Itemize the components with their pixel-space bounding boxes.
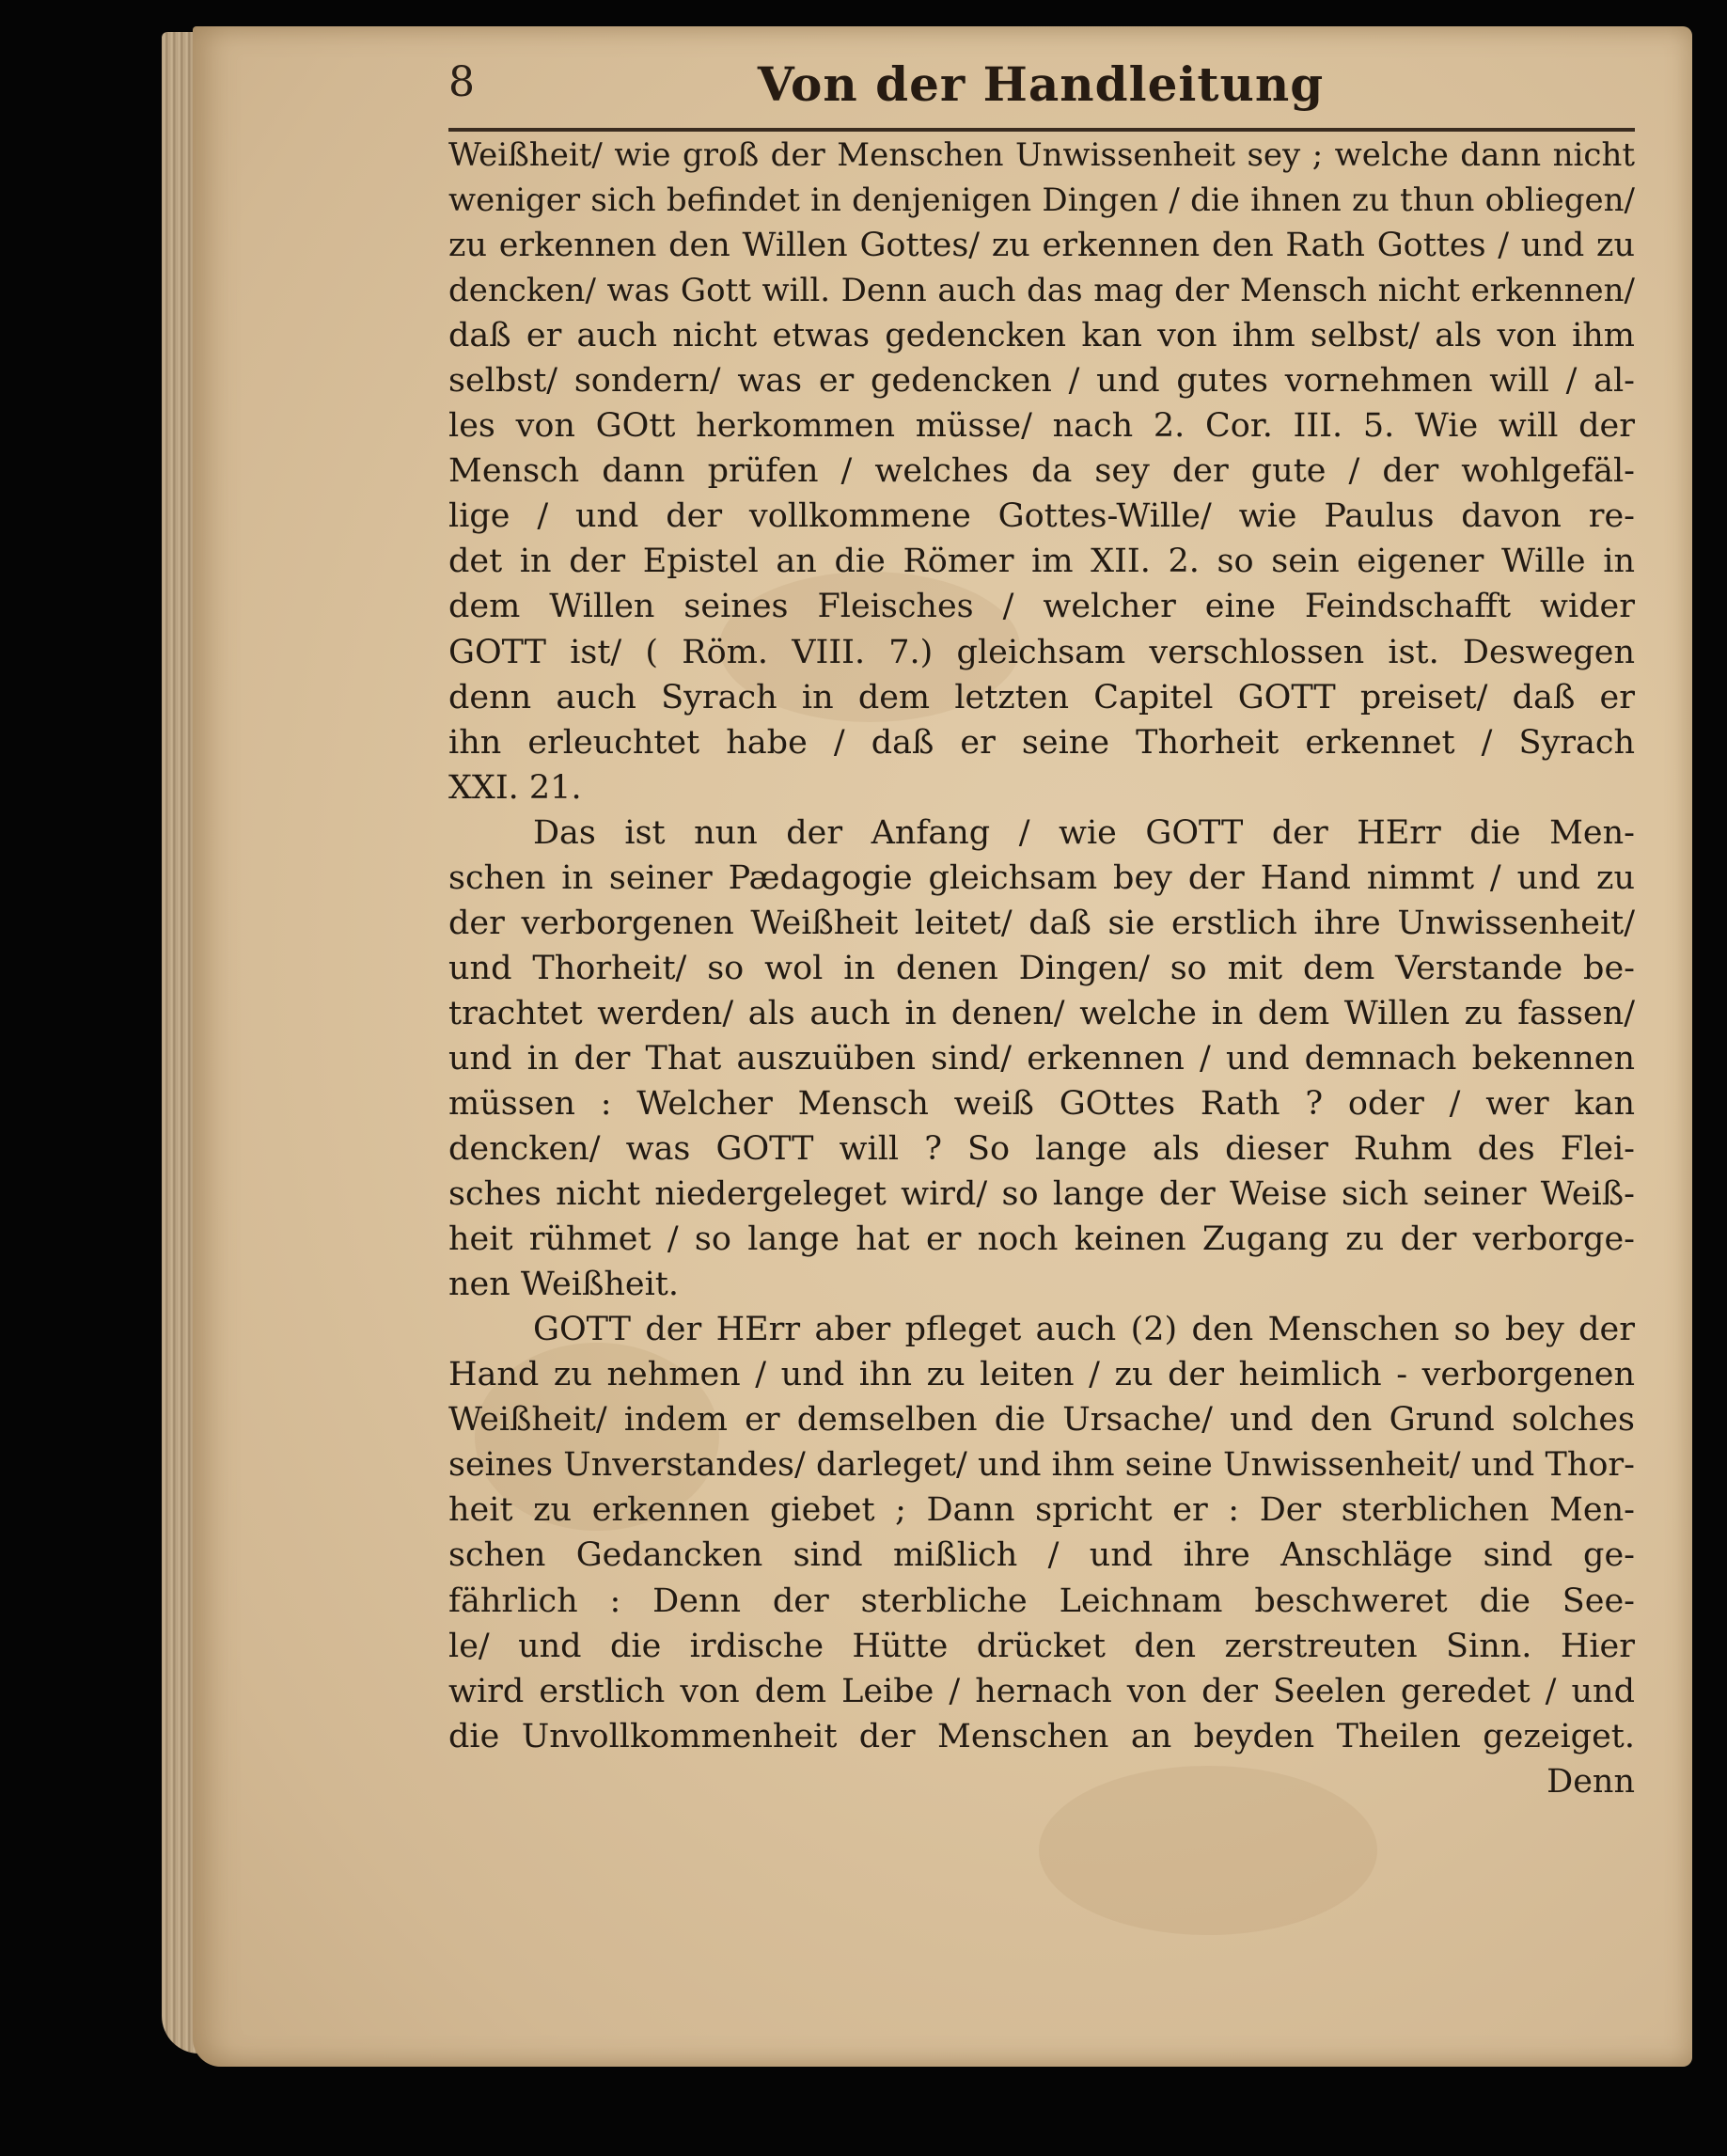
page-header — [448, 56, 1633, 122]
text-line: denn auch Syrach in dem letzten Capitel GOTT preiset/ daß er — [448, 678, 1635, 716]
header-rule — [448, 128, 1635, 132]
text-line: sches nicht niedergeleget wird/ so lange der Weise sich seiner Weiß- — [448, 1175, 1635, 1214]
text-line: daß er auch nicht etwas gedencken kan von ihm selbst/ als von ihm — [448, 317, 1635, 355]
text-line: schen Gedancken sind mißlich / und ihre Anschläge sind ge- — [448, 1536, 1635, 1575]
text-line: Hand zu nehmen / und ihn zu leiten / zu der heimlich - verborgenen — [448, 1356, 1635, 1394]
paragraph-start: GOTT der HErr aber pfleget auch (2) den Menschen so bey der — [533, 1311, 1635, 1349]
catchword: Denn — [1546, 1762, 1635, 1801]
text-line: und Thorheit/ so wol in denen Dingen/ so mit dem Verstande be- — [448, 949, 1635, 987]
text-line: der verborgenen Weißheit leitet/ daß sie erstlich ihre Unwissenheit/ — [448, 904, 1635, 942]
text-line: GOTT ist/ ( Röm. VIII. 7.) gleichsam verschlossen ist. Deswegen — [448, 633, 1635, 671]
text-line: müssen : Welcher Mensch weiß GOttes Rath ? oder / wer kan — [448, 1084, 1635, 1123]
text-line: trachtet werden/ als auch in denen/ welche in dem Willen zu fassen/ — [448, 994, 1635, 1032]
text-line: Weißheit/ indem er demselben die Ursache/ und den Grund solches — [448, 1401, 1635, 1440]
text-line: wird erstlich von dem Leibe / hernach von der Seelen geredet / und — [448, 1672, 1635, 1710]
text-line: les von GOtt herkommen müsse/ nach 2. Cor. III. 5. Wie will der — [448, 407, 1635, 446]
text-line: zu erkennen den Willen Gottes/ zu erkennen den Rath Gottes / und zu — [448, 227, 1635, 265]
text-line: weniger sich befindet in denjenigen Dingen / die ihnen zu thun obliegen/ — [448, 181, 1635, 220]
text-line: seines Unverstandes/ darleget/ und ihm seine Unwissenheit/ und Thor- — [448, 1446, 1635, 1485]
text-line: lige / und der vollkommene Gottes-Wille/ wie Paulus davon re- — [448, 497, 1635, 536]
text-line: fährlich : Denn der sterbliche Leichnam beschweret die See- — [448, 1582, 1635, 1620]
page-number: 8 — [448, 58, 475, 106]
text-line: nen Weißheit. — [448, 1266, 679, 1304]
text-line: dencken/ was Gott will. Denn auch das mag der Mensch nicht erkennen/ — [448, 272, 1635, 310]
text-line: le/ und die irdische Hütte drücket den zerstreuten Sinn. Hier — [448, 1627, 1635, 1665]
text-line: schen in seiner Pædagogie gleichsam bey der Hand nimmt / und zu — [448, 858, 1635, 897]
text-line: dencken/ was GOTT will ? So lange als dieser Ruhm des Flei- — [448, 1130, 1635, 1169]
text-line: heit zu erkennen giebet ; Dann spricht er : Der sterblichen Men- — [448, 1491, 1635, 1530]
running-title: Von der Handleitung — [757, 56, 1325, 112]
text-line: heit rühmet / so lange hat er noch keinen Zugang zu der verborge- — [448, 1220, 1635, 1259]
text-line: Weißheit/ wie groß der Menschen Unwissenheit sey ; welche dann nicht — [448, 136, 1635, 174]
text-line: ihn erleuchtet habe / daß er seine Thorheit erkennet / Syrach — [448, 723, 1635, 762]
text-line: Mensch dann prüfen / welches da sey der gute / der wohlgefäl- — [448, 452, 1635, 491]
text-line: XXI. 21. — [448, 768, 582, 807]
text-line: selbst/ sondern/ was er gedencken / und gutes vornehmen will / al- — [448, 362, 1635, 401]
body-text — [448, 133, 1635, 1804]
text-line: und in der That auszuüben sind/ erkennen / und demnach bekennen — [448, 1039, 1635, 1078]
paragraph-start: Das ist nun der Anfang / wie GOTT der HErr die Men- — [533, 813, 1635, 852]
text-line: det in der Epistel an die Römer im XII. 2. so sein eigener Wille in — [448, 543, 1635, 581]
text-line: dem Willen seines Fleisches / welcher eine Feindschafft wider — [448, 588, 1635, 626]
text-line: die Unvollkommenheit der Menschen an beyden Theilen gezeiget. — [448, 1717, 1635, 1755]
